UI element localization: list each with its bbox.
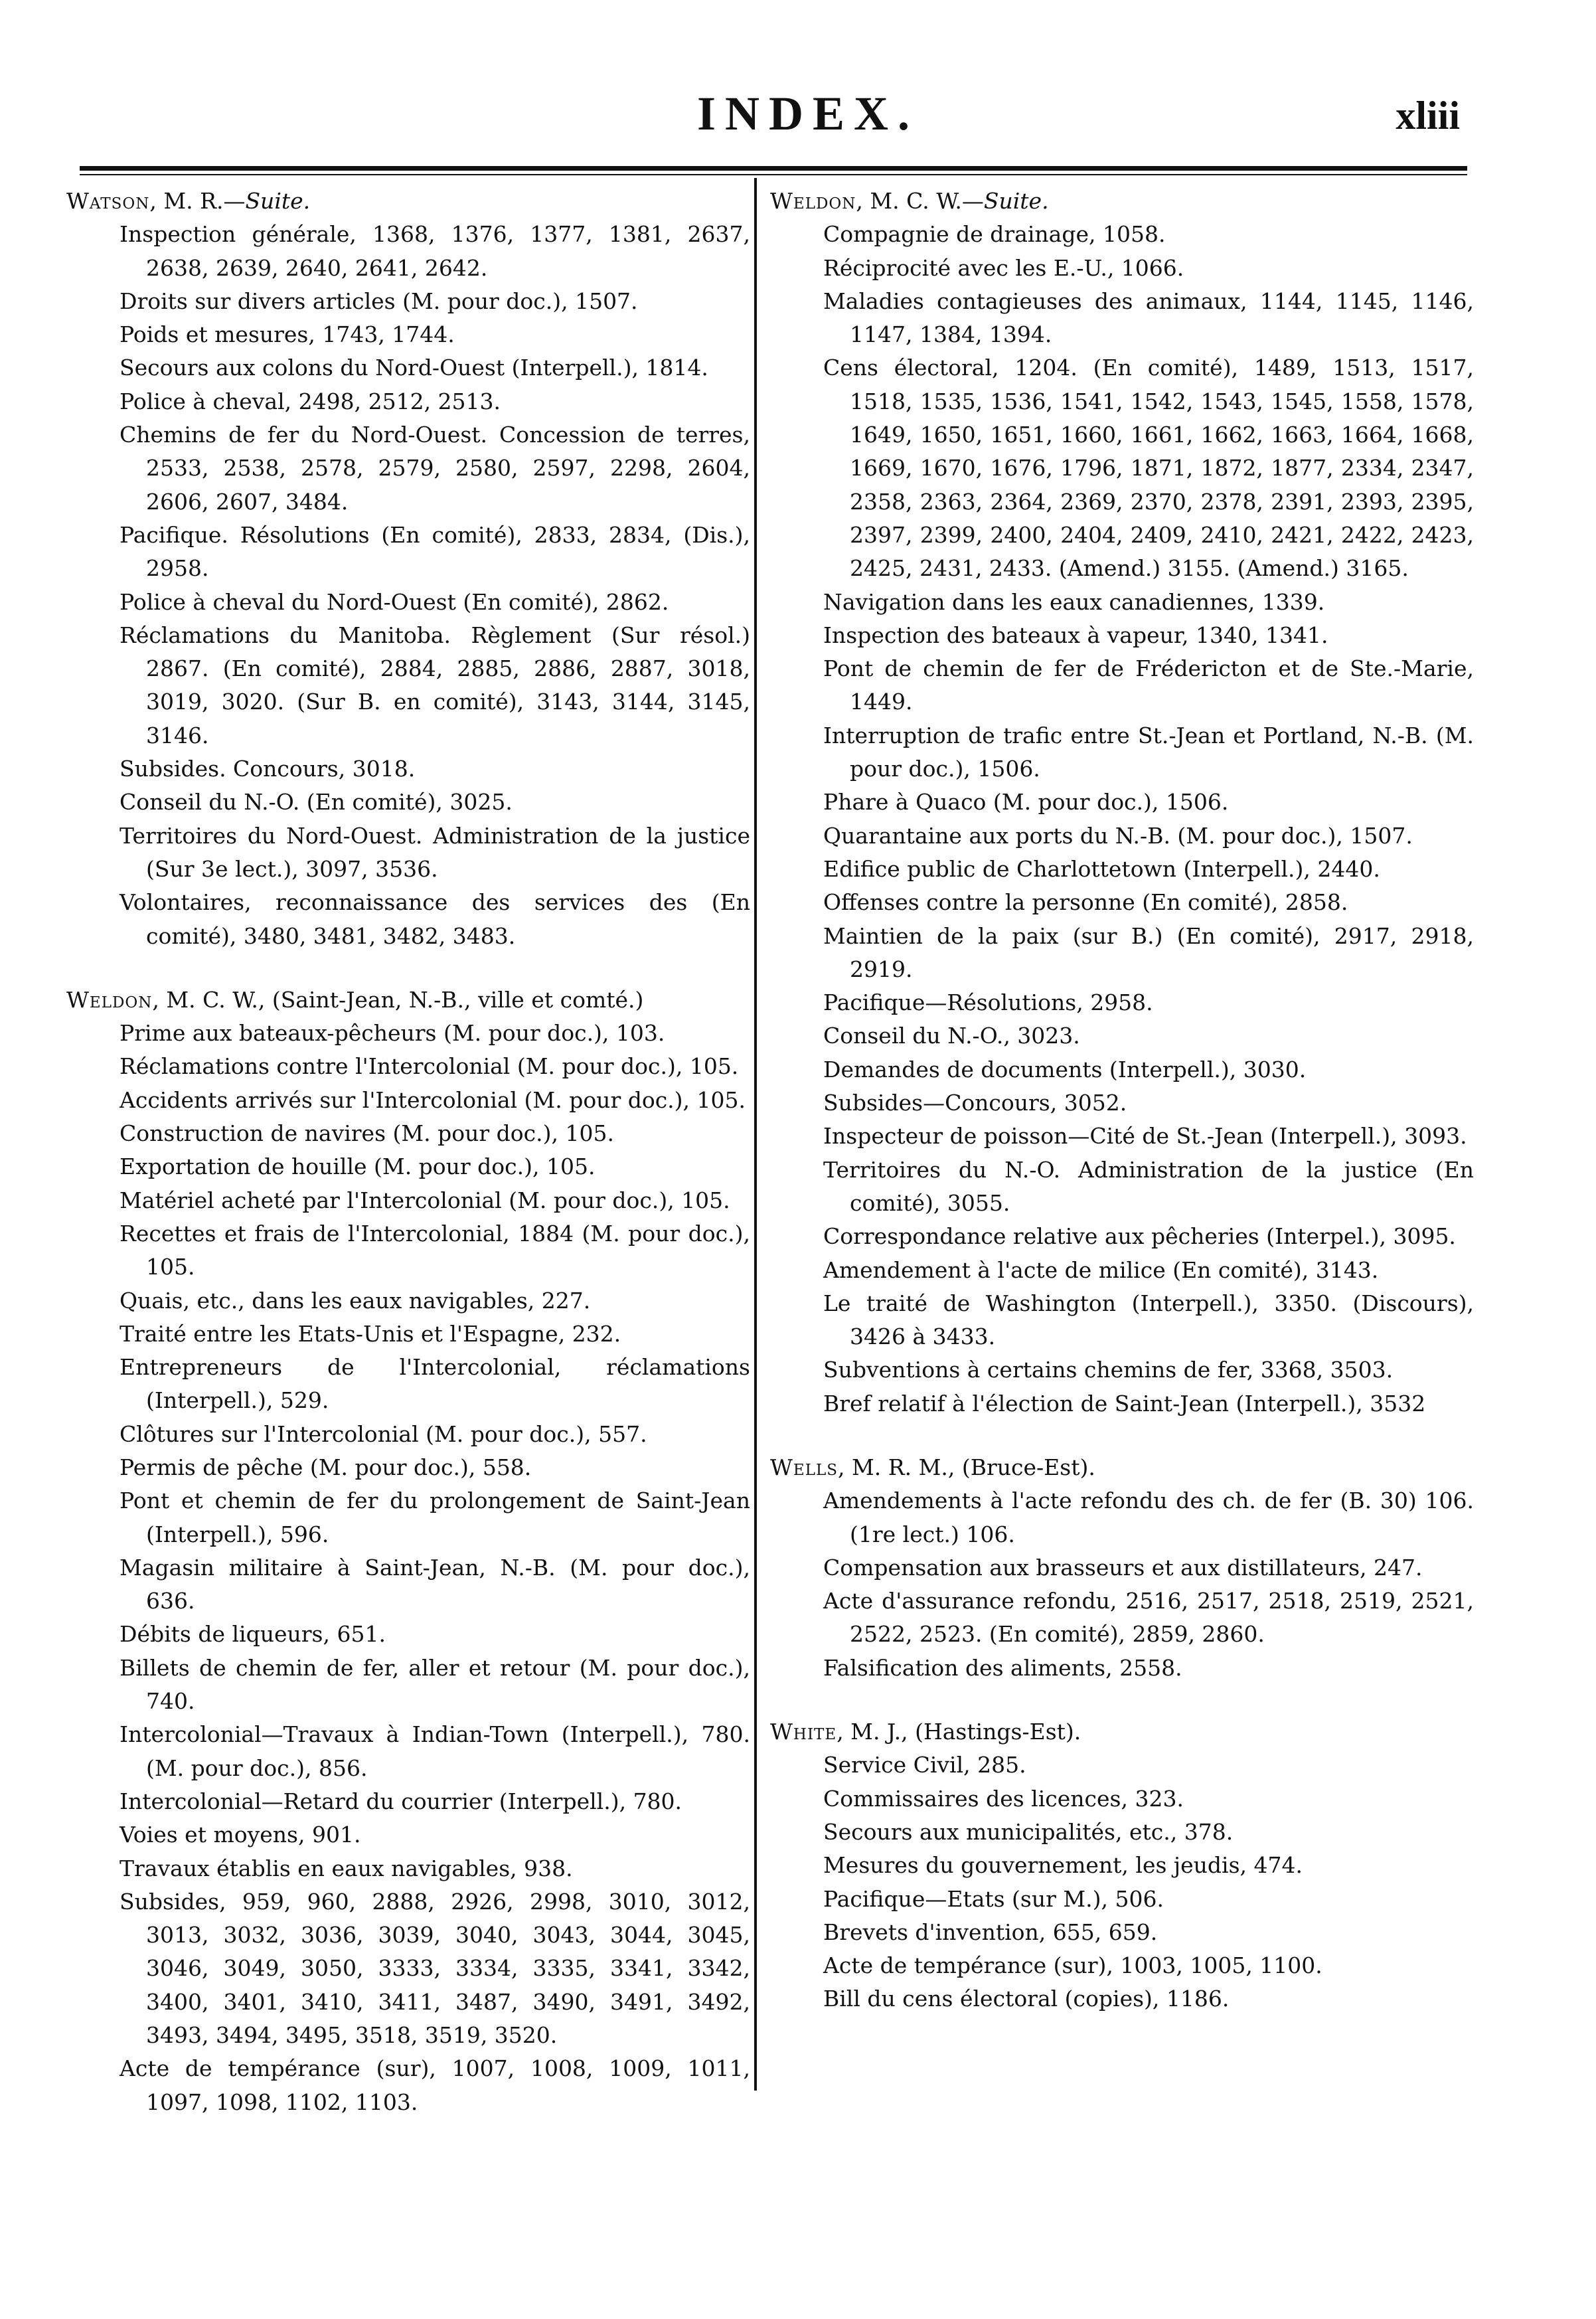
index-item: Pont de chemin de fer de Frédericton et de Ste.-Marie, 1449.: [823, 655, 1474, 715]
member-details: , M. C. W.—: [856, 188, 984, 214]
index-entry: [770, 1451, 1474, 1685]
index-item: Service Civil, 285.: [823, 1752, 1026, 1778]
index-item: Secours aux colons du Nord-Ouest (Interpell.), 1814.: [120, 355, 708, 381]
index-item: Billets de chemin de fer, aller et retour (M. pour doc.), 740.: [120, 1654, 750, 1715]
index-item: Compagnie de drainage, 1058.: [823, 221, 1166, 248]
index-entry: [66, 185, 750, 953]
entry-heading: [770, 1451, 1474, 1484]
index-item: Pont et chemin de fer du prolongement de Saint-Jean (Interpell.), 596.: [120, 1488, 750, 1547]
header-rule: [80, 166, 1467, 171]
entry-heading: [770, 185, 1474, 218]
index-item: Pacifique. Résolutions (En comité), 2833, 2834, (Dis.), 2958.: [120, 521, 750, 582]
index-item: Offenses contre la personne (En comité), 2858.: [823, 889, 1348, 916]
index-item: Volontaires, reconnaissance des services des (En comité), 3480, 3481, 3482, 3483.: [120, 889, 750, 949]
index-item: Police à cheval, 2498, 2512, 2513.: [120, 388, 501, 414]
index-item: Maintien de la paix (sur B.) (En comité), 2917, 2918, 2919.: [823, 922, 1474, 982]
index-item: Subsides. Concours, 3018.: [120, 756, 416, 782]
entry-heading: [66, 984, 750, 1017]
index-item: Magasin militaire à Saint-Jean, N.-B. (M. pour doc.), 636.: [120, 1554, 750, 1614]
member-name: Watson: [66, 188, 150, 214]
index-item: Edifice public de Charlottetown (Interpell.), 2440.: [823, 855, 1380, 882]
index-item: Quarantaine aux ports du N.-B. (M. pour doc.), 1507.: [823, 822, 1413, 849]
index-item: Demandes de documents (Interpell.), 3030.: [823, 1056, 1307, 1082]
index-item: Pacifique—Etats (sur M.), 506.: [823, 1885, 1164, 1912]
index-item: Territoires du Nord-Ouest. Administration de la justice (Sur 3e lect.), 3097, 3536.: [120, 822, 750, 882]
index-item: Construction de navires (M. pour doc.), 105.: [120, 1120, 614, 1147]
header-rule-thin: [80, 174, 1467, 175]
index-item: Pacifique—Résolutions, 2958.: [823, 989, 1153, 1016]
member-name: Wells: [770, 1454, 838, 1480]
index-item: Recettes et frais de l'Intercolonial, 1884 (M. pour doc.), 105.: [120, 1220, 750, 1280]
index-item: Acte d'assurance refondu, 2516, 2517, 2518, 2519, 2521, 2522, 2523. (En comité), 2859, 2860.: [823, 1588, 1474, 1648]
index-item: Prime aux bateaux-pêcheurs (M. pour doc.), 103.: [120, 1020, 665, 1047]
member-name: White: [770, 1719, 837, 1745]
entry-heading: [66, 185, 750, 218]
index-item: Inspection des bateaux à vapeur, 1340, 1341.: [823, 622, 1328, 648]
index-item: Clôtures sur l'Intercolonial (M. pour doc.), 557.: [120, 1420, 647, 1447]
index-item: Subventions à certains chemins de fer, 3368, 3503.: [823, 1357, 1394, 1383]
member-details: , M. J., (Hastings-Est).: [837, 1719, 1081, 1745]
index-item: Réclamations contre l'Intercolonial (M. pour doc.), 105.: [120, 1053, 739, 1080]
index-item: Conseil du N.-O., 3023.: [823, 1023, 1080, 1049]
index-item: Inspecteur de poisson—Cité de St.-Jean (Interpell.), 3093.: [823, 1123, 1467, 1150]
index-item: Intercolonial—Travaux à Indian-Town (Interpell.), 780. (M. pour doc.), 856.: [120, 1721, 750, 1781]
index-item: Permis de pêche (M. pour doc.), 558.: [120, 1454, 532, 1480]
index-item: Quais, etc., dans les eaux navigables, 227.: [120, 1287, 591, 1314]
index-item: Exportation de houille (M. pour doc.), 105.: [120, 1154, 596, 1180]
index-item: Le traité de Washington (Interpell.), 3350. (Discours), 3426 à 3433.: [823, 1290, 1474, 1350]
index-item: Navigation dans les eaux canadiennes, 1339.: [823, 588, 1325, 615]
column-divider: [754, 178, 757, 2091]
suite-label: Suite.: [983, 188, 1049, 214]
suite-label: Suite.: [245, 188, 311, 214]
index-item: Acte de tempérance (sur), 1003, 1005, 1100.: [823, 1952, 1322, 1979]
index-item: Débits de liqueurs, 651.: [120, 1621, 386, 1648]
index-item: Matériel acheté par l'Intercolonial (M. pour doc.), 105.: [120, 1187, 730, 1213]
index-item: Droits sur divers articles (M. pour doc.), 1507.: [120, 288, 638, 314]
index-item: Conseil du N.-O. (En comité), 3025.: [120, 789, 513, 816]
index-item: Inspection générale, 1368, 1376, 1377, 1381, 2637, 2638, 2639, 2640, 2641, 2642.: [120, 221, 750, 281]
index-item: Réciprocité avec les E.-U., 1066.: [823, 254, 1184, 281]
index-item: Correspondance relative aux pêcheries (Interpel.), 3095.: [823, 1223, 1456, 1250]
index-item: Intercolonial—Retard du courrier (Interpell.), 780.: [120, 1788, 682, 1814]
member-details: , M. C. W., (Saint-Jean, N.-B., ville et comté.): [152, 986, 644, 1013]
index-item: Poids et mesures, 1743, 1744.: [120, 321, 455, 348]
page-number: xliii: [1396, 94, 1460, 137]
index-item: Cens électoral, 1204. (En comité), 1489, 1513, 1517, 1518, 1535, 1536, 1541, 1542, 1543, 1545, 1558, 1578, 1649, 1650, 1651, 1660, 1661, 1662, 1663, 1664, 1668, 1669, 1670, 1676, 1796, 1871, 1872, 1877, 2334, 2347, 2358, 2363, 2364, 2369, 2370, 2378, 2391, 2393, 2395, 2397, 2399, 2400, 2404, 2409, 2410, 2421, 2422, 2423, 2425, 2431, 2433. (Amend.) 3155. (Amend.) 3165.: [823, 355, 1474, 582]
index-item: Subsides, 959, 960, 2888, 2926, 2998, 3010, 3012, 3013, 3032, 3036, 3039, 3040, 3043, 3044, 3045, 3046, 3049, 3050, 3333, 3334, 3335, 3341, 3342, 3400, 3401, 3410, 3411, 3487, 3490, 3491, 3492, 3493, 3494, 3495, 3518, 3519, 3520.: [120, 1888, 750, 2049]
index-item: Entrepreneurs de l'Intercolonial, réclamations (Interpell.), 529.: [120, 1354, 750, 1414]
index-item: Mesures du gouvernement, les jeudis, 474.: [823, 1852, 1303, 1879]
left-column: [66, 185, 750, 2119]
index-item: Compensation aux brasseurs et aux distillateurs, 247.: [823, 1554, 1423, 1581]
index-item: Phare à Quaco (M. pour doc.), 1506.: [823, 789, 1229, 816]
member-details: , M. R.—: [149, 188, 246, 214]
index-item: Commissaires des licences, 323.: [823, 1785, 1184, 1812]
index-item: Police à cheval du Nord-Ouest (En comité), 2862.: [120, 588, 669, 615]
member-name: Weldon: [66, 986, 153, 1013]
index-item: Amendements à l'acte refondu des ch. de fer (B. 30) 106. (1re lect.) 106.: [823, 1488, 1474, 1547]
index-item: Acte de tempérance (sur), 1007, 1008, 1009, 1011, 1097, 1098, 1102, 1103.: [120, 2055, 750, 2115]
index-item: Chemins de fer du Nord-Ouest. Concession de terres, 2533, 2538, 2578, 2579, 2580, 2597, 2298, 2604, 2606, 2607, 3484.: [120, 422, 750, 515]
index-item: Interruption de trafic entre St.-Jean et Portland, N.-B. (M. pour doc.), 1506.: [823, 722, 1474, 782]
index-entry: [66, 984, 750, 2119]
right-column: [770, 185, 1474, 2016]
index-item: Traité entre les Etats-Unis et l'Espagne, 232.: [120, 1320, 621, 1347]
member-name: Weldon: [770, 188, 856, 214]
index-item: Subsides—Concours, 3052.: [823, 1090, 1127, 1116]
index-item: Secours aux municipalités, etc., 378.: [823, 1818, 1234, 1845]
page-header: [0, 86, 1596, 153]
entry-heading: [770, 1715, 1474, 1749]
page-title: INDEX.: [697, 87, 919, 140]
index-item: Accidents arrivés sur l'Intercolonial (M. pour doc.), 105.: [120, 1086, 746, 1113]
index-entry: [770, 185, 1474, 1420]
index-item: Réclamations du Manitoba. Règlement (Sur résol.) 2867. (En comité), 2884, 2885, 2886, 2887, 3018, 3019, 3020. (Sur B. en comité), 3143, 3144, 3145, 3146.: [120, 622, 750, 748]
index-item: Bill du cens électoral (copies), 1186.: [823, 1986, 1230, 2012]
index-item: Territoires du N.-O. Administration de la justice (En comité), 3055.: [823, 1156, 1474, 1216]
index-item: Travaux établis en eaux navigables, 938.: [120, 1855, 573, 1881]
index-item: Maladies contagieuses des animaux, 1144, 1145, 1146, 1147, 1384, 1394.: [823, 288, 1474, 348]
index-entry: [770, 1715, 1474, 2016]
index-item: Voies et moyens, 901.: [120, 1822, 361, 1848]
index-item: Falsification des aliments, 2558.: [823, 1654, 1182, 1681]
index-item: Brevets d'invention, 655, 659.: [823, 1919, 1158, 1945]
index-item: Amendement à l'acte de milice (En comité), 3143.: [823, 1256, 1379, 1283]
member-details: , M. R. M., (Bruce-Est).: [838, 1454, 1095, 1480]
index-item: Bref relatif à l'élection de Saint-Jean (Interpell.), 3532: [823, 1390, 1426, 1417]
